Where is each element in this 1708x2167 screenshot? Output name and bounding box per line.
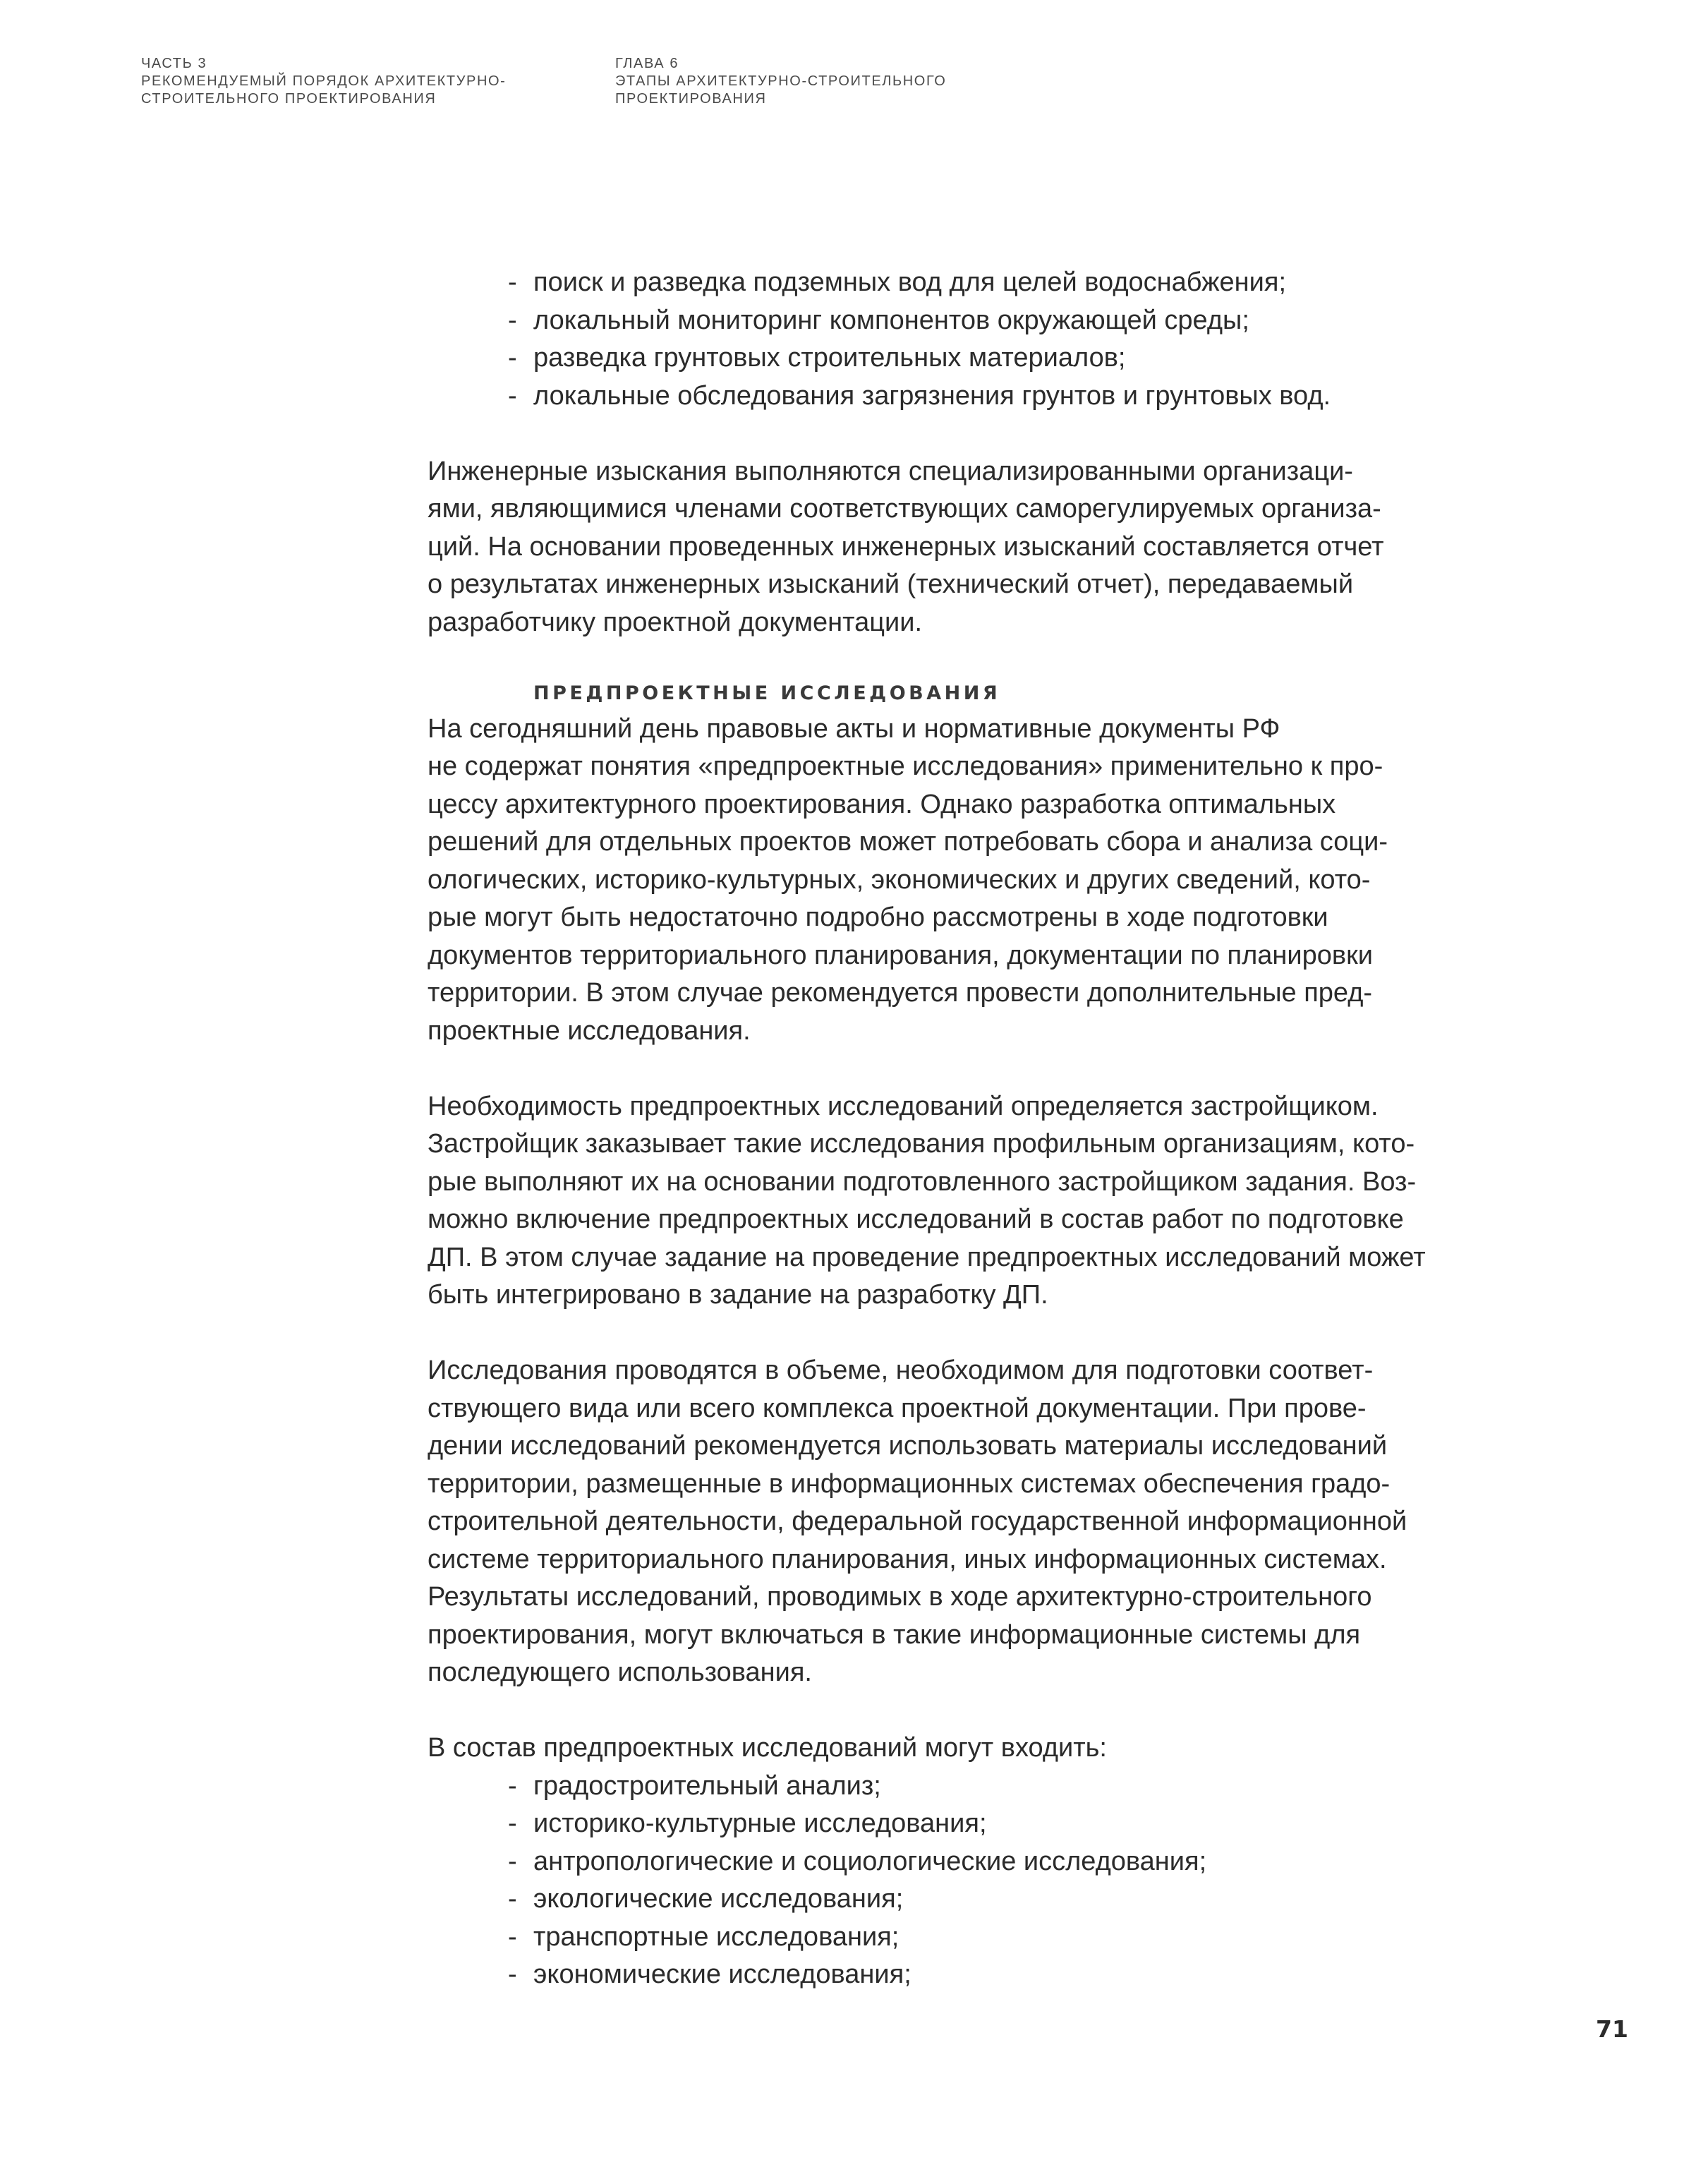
section-heading: ПРЕДПРОЕКТНЫЕ ИССЛЕДОВАНИЯ — [533, 682, 1001, 704]
chapter-title-line-1: ЭТАПЫ АРХИТЕКТУРНО-СТРОИТЕЛЬНОГО — [615, 73, 947, 89]
paragraph-developer-role: Необходимость предпроектных исследований определяется застройщиком. Застройщик заказывает такие исследования профильным организациям, кото- рые выполняют их на основании подготовленного застройщиком задания. Воз- можно включение предпроектных исследований в состав работ по подготовке ДП. В этом случае задание на проведение предпроектных исследований может быть интегрировано в задание на разработку ДП. — [428, 1091, 1426, 1310]
page-number: 71 — [1596, 2015, 1628, 2043]
list-item-text: локальные обследования загрязнения грунтов и грунтовых вод. — [533, 380, 1331, 411]
survey-types-list — [428, 264, 1542, 415]
list-item — [508, 339, 1542, 378]
list-item — [508, 1956, 1542, 1994]
list-item — [508, 1881, 1542, 1919]
list-item-text: локальный мониторинг компонентов окружающей среды; — [533, 305, 1249, 335]
paragraph-preproject-intro: На сегодняшний день правовые акты и нормативные документы РФ не содержат понятия «предпроектные исследования» применительно к про- цессу архитектурного проектирования. Однако разработка оптимальных решений для отдельных проектов может потребовать сбора и анализа соци- ологических, историко-культурных, экономических и других сведений, кото- рые могут быть недостаточно подробно рассмотрены в ходе подготовки документов территориального планирования, документации по планировки территории. В этом случае рекомендуется провести дополнительные пред- проектные исследования. — [428, 713, 1388, 1046]
list-dash: - — [508, 267, 517, 297]
list-dash: - — [508, 343, 517, 373]
list-dash: - — [508, 1846, 517, 1876]
list-item — [508, 378, 1542, 416]
part-number: ЧАСТЬ 3 — [141, 56, 207, 71]
list-item-text: антропологические и социологические исследования; — [533, 1846, 1207, 1876]
list-dash: - — [508, 1921, 517, 1952]
running-head-part — [141, 55, 506, 108]
list-item — [508, 1805, 1542, 1843]
page-body — [428, 264, 1542, 1994]
list-dash: - — [508, 380, 517, 411]
paragraph-list-intro: В состав предпроектных исследований могут входить: — [428, 1733, 1107, 1763]
list-dash: - — [508, 1809, 517, 1838]
research-types-list — [428, 1768, 1542, 1994]
paragraph-research-scope: Исследования проводятся в объеме, необходимом для подготовки соответ- ствующего вида или всего комплекса проектной документации. При прове- дении исследований рекомендуется использовать материалы исследований территории, размещенные в информационных системах обеспечения градо- строительной деятельности, федеральной государственной информационной системе территориального планирования, иных информационных системах. Результаты исследований, проводимых в ходе архитектурно-строительного проектирования, могут включаться в такие информационные системы для последующего использования. — [428, 1356, 1407, 1687]
list-item — [508, 1919, 1542, 1957]
list-item-text: поиск и разведка подземных вод для целей водоснабжения; — [533, 267, 1287, 297]
list-dash: - — [508, 1960, 517, 1989]
list-item — [508, 1768, 1542, 1806]
running-head-chapter — [615, 55, 946, 108]
list-item — [508, 302, 1542, 340]
list-dash: - — [508, 1884, 517, 1914]
list-item-text: экономические исследования; — [533, 1960, 911, 1989]
list-item-text: транспортные исследования; — [533, 1921, 900, 1952]
part-title-line-1: РЕКОМЕНДУЕМЫЙ ПОРЯДОК АРХИТЕКТУРНО- — [141, 73, 507, 89]
paragraph-engineering-surveys: Инженерные изыскания выполняются специализированными организаци- ями, являющимися членами соответствующих саморегулируемых организа- ций. На основании проведенных инженерных изысканий составляется отчет о результатах инженерных изысканий (технический отчет), передаваемый разработчику проектной документации. — [428, 456, 1384, 637]
part-title-line-2: СТРОИТЕЛЬНОГО ПРОЕКТИРОВАНИЯ — [141, 91, 437, 107]
list-item-text: историко-культурные исследования; — [533, 1809, 987, 1838]
list-dash: - — [508, 305, 517, 335]
list-dash: - — [508, 1770, 517, 1801]
chapter-number: ГЛАВА 6 — [615, 56, 679, 71]
list-item — [508, 1843, 1542, 1881]
chapter-title-line-2: ПРОЕКТИРОВАНИЯ — [615, 91, 767, 107]
list-item-text: экологические исследования; — [533, 1884, 904, 1914]
list-item — [508, 264, 1542, 302]
list-item-text: градостроительный анализ; — [533, 1770, 881, 1801]
list-item-text: разведка грунтовых строительных материалов; — [533, 343, 1126, 373]
